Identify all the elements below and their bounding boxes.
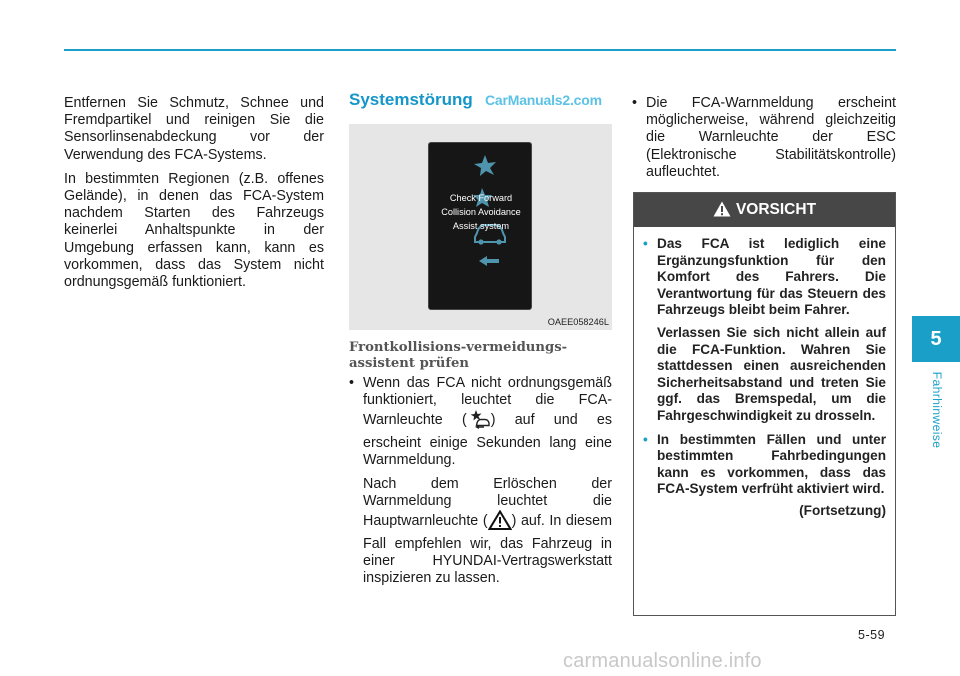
page-number: 5-59 <box>858 628 886 642</box>
caution-item-1-text: Das FCA ist lediglich eine Ergänzungsfunktion für den Komfort des Fahrers. Die Verantwortung für das Steuern des Fahrzeugs bleibt beim Fahrer. <box>657 236 886 318</box>
caution-item-1 <box>643 236 886 319</box>
watermark-top: CarManuals2.com <box>485 92 602 108</box>
master-warning-text-1: Nach dem Erlöschen der Warnmeldung leuchtet die Hauptwarnleuchte ( <box>363 476 612 530</box>
section-heading <box>349 90 612 116</box>
caution-item-2 <box>643 432 886 498</box>
caution-title: VORSICHT <box>735 201 817 218</box>
middle-text <box>349 375 612 587</box>
right-column <box>632 95 896 181</box>
top-rule <box>64 49 896 51</box>
caution-box <box>633 192 896 616</box>
caution-item-2-text: In bestimmten Fällen und unter bestimmten Fahrbedingungen kann es vorkommen, dass das FCA-System verfrüht aktiviert wird. <box>657 431 886 497</box>
left-column <box>64 95 324 298</box>
footer-watermark: carmanualsonline.info <box>563 650 762 672</box>
chapter-label: Fahrhinweise <box>930 371 944 449</box>
display-line-3: Assist system <box>452 221 510 231</box>
arrow-icon <box>479 256 499 266</box>
caution-bullet-dot: • <box>643 431 648 447</box>
warning-triangle-icon <box>713 201 731 217</box>
cluster-figure <box>349 124 612 330</box>
display-line-1: Check Forward <box>449 193 513 203</box>
fca-bullet-text-1: Wenn das FCA nicht ordnungsgemäß funktioniert, leuchtet die FCA-Warnleuchte ( <box>363 375 612 429</box>
fca-warning-icon <box>467 409 491 434</box>
subheading: Frontkollisions-vermeidungs-assistent prüfen <box>349 340 568 372</box>
figure-code: OAEE058246L <box>547 317 609 327</box>
cluster-display <box>428 142 532 310</box>
master-warning-text-2: ) auf. In diesem Fall empfehlen wir, das Fahrzeug in einer HYUNDAI-Vertragswerkstatt inspizieren zu lassen. <box>363 513 612 587</box>
master-warning-icon <box>488 510 512 535</box>
bullet-dot: • <box>349 375 355 391</box>
esc-bullet-text: Die FCA-Warnmeldung erscheint möglicherweise, während gleichzeitig die Warnleuchte der ESC (Elektronische Stabilitätskontrolle) aufleuchtet. <box>646 95 896 180</box>
caution-body <box>634 227 895 520</box>
fca-bullet-text-2: ) auf und es erscheint einige Sekunden lang eine Warnmeldung. <box>363 412 612 468</box>
display-line-2: Collision Avoidance <box>441 207 521 217</box>
caution-item-1-paragraph: Verlassen Sie sich nicht allein auf die FCA-Funktion. Wahren Sie stattdessen einen ausreichenden Sicherheitsabstand und treten Sie ggf. das Bremspedal, um die Fahrgeschwindigkeit zu drosseln. <box>657 324 886 423</box>
left-paragraph-1: Entfernen Sie Schmutz, Schnee und Fremdpartikel und reinigen Sie die Sensorlinsenabdeckung vor der Verwendung des FCA-Systems. <box>64 95 324 163</box>
caution-bullet-dot: • <box>643 236 648 251</box>
chapter-tab: 5 <box>912 316 960 362</box>
caution-header <box>634 193 895 227</box>
esc-bullet <box>632 95 896 181</box>
section-heading-text: Systemstörung <box>349 90 473 109</box>
master-warning-paragraph <box>349 476 612 587</box>
continued-label: (Fortsetzung) <box>799 502 886 518</box>
left-paragraph-2: In bestimmten Regionen (z.B. offenes Gelände), in denen das FCA-System nachdem Starten des Fahrzeugs keinerlei Anhaltspunkte in der Umgebung erfassen kann, kann es vorkommen, dass das System nicht ordnungsgemäß funktioniert. <box>64 170 324 291</box>
bullet-dot: • <box>632 95 638 111</box>
fca-bullet <box>349 375 612 469</box>
middle-column <box>349 90 612 587</box>
